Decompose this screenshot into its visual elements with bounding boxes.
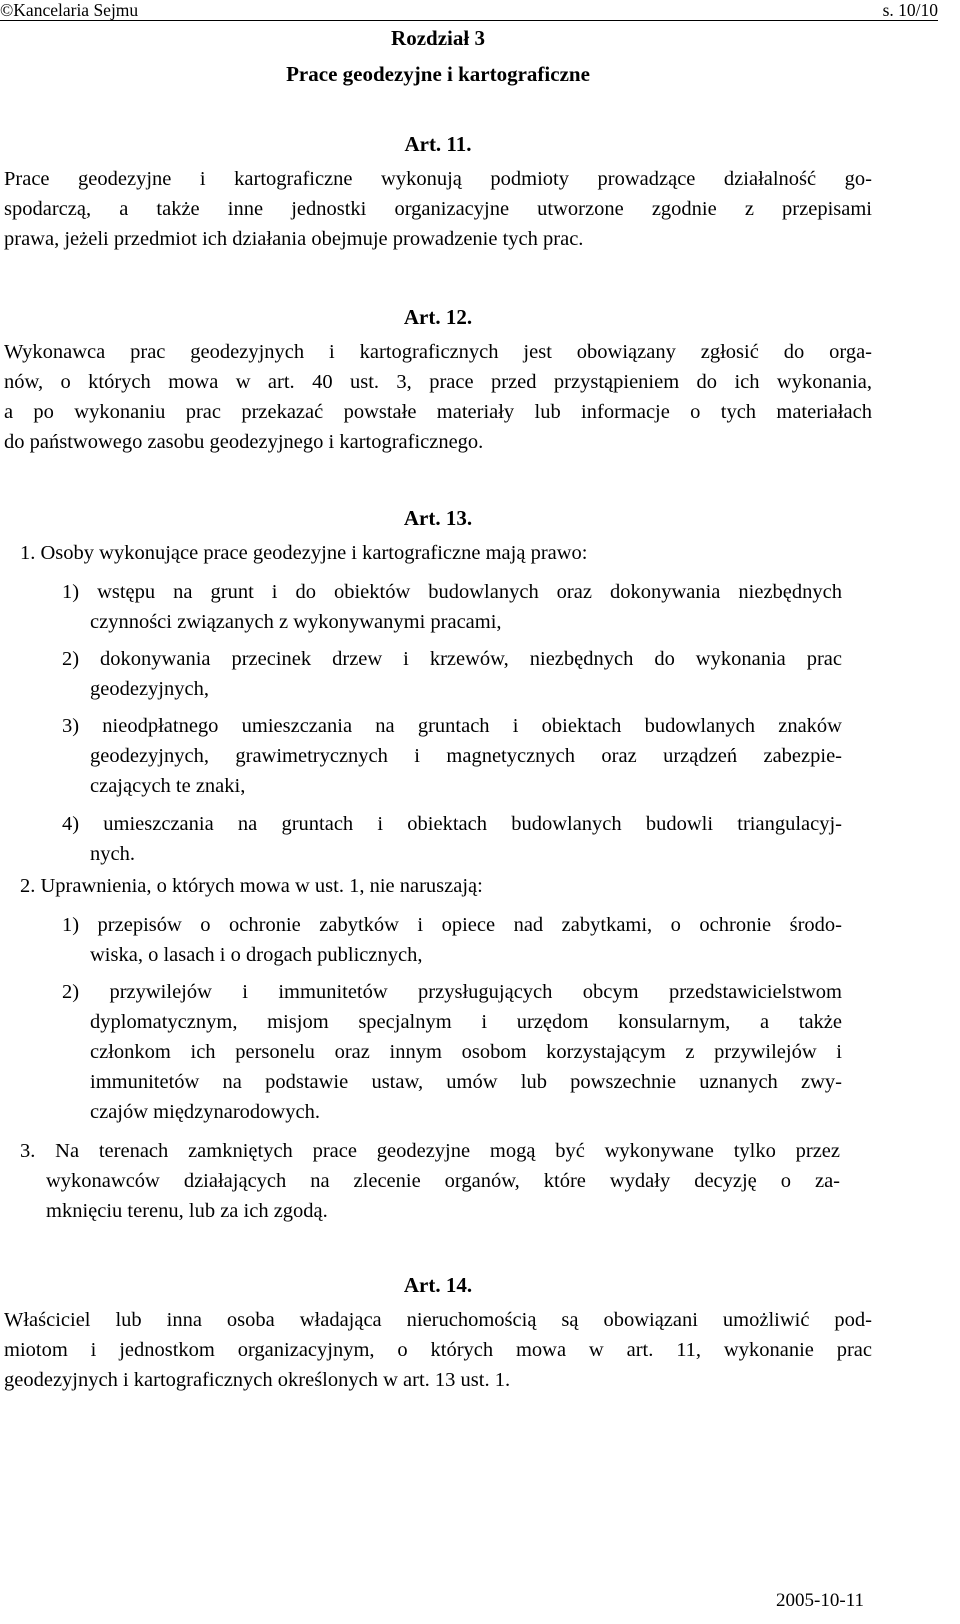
item-line: dyplomatycznym, misjom specjalnym i urzędom konsularnym, a także <box>90 1011 842 1033</box>
item-line: czynności związanych z wykonywanymi pracami, <box>90 611 502 633</box>
item-line: geodezyjnych, grawimetrycznych i magnetycznych oraz urządzeń zabezpie- <box>90 745 842 767</box>
item-line: 3) nieodpłatnego umieszczania na gruntach i obiektach budowlanych znaków <box>62 715 842 737</box>
art13-heading: Art. 13. <box>403 506 473 530</box>
item-line: czających te znaki, <box>90 775 246 797</box>
header-page-number: s. 10/10 <box>882 0 938 20</box>
art11-line: Prace geodezyjne i kartograficzne wykonują podmioty prowadzące działalność go- <box>4 168 872 190</box>
art11-text <box>4 164 872 254</box>
item-line: nych. <box>90 843 135 865</box>
art12-line: do państwowego zasobu geodezyjnego i kartograficznego. <box>4 431 484 453</box>
art12-heading: Art. 12. <box>403 305 473 329</box>
item-line: czajów międzynarodowych. <box>90 1101 320 1123</box>
item-line: wiska, o lasach i o drogach publicznych, <box>90 944 423 966</box>
art14-line: miotom i jednostkom organizacyjnym, o których mowa w art. 11, wykonanie prac <box>4 1339 872 1361</box>
item-line: immunitetów na podstawie ustaw, umów lub powszechnie uznanych zwy- <box>90 1071 842 1093</box>
art11-line: prawa, jeżeli przedmiot ich działania obejmuje prowadzenie tych prac. <box>4 228 584 250</box>
header-copyright: ©Kancelaria Sejmu <box>0 0 139 20</box>
art13-item <box>62 809 842 869</box>
art13-para3 <box>20 1136 840 1226</box>
art13-item <box>62 644 842 704</box>
art14-text <box>4 1305 872 1395</box>
para3-line: wykonawców działających na zlecenie organów, które wydały decyzję o za- <box>46 1170 840 1192</box>
art13-para1: 1. Osoby wykonujące prace geodezyjne i kartograficzne mają prawo: <box>20 542 588 564</box>
art13-item <box>62 910 842 970</box>
art14-heading: Art. 14. <box>403 1273 473 1297</box>
art12-line: Wykonawca prac geodezyjnych i kartograficznych jest obowiązany zgłosić do orga- <box>4 341 872 363</box>
chapter-heading <box>4 20 872 92</box>
art12-line: nów, o których mowa w art. 40 ust. 3, prace przed przystąpieniem do ich wykonania, <box>4 371 872 393</box>
art13-item <box>62 977 842 1127</box>
item-line: 2) dokonywania przecinek drzew i krzewów, niezbędnych do wykonania prac <box>62 648 842 670</box>
footer-date: 2005-10-11 <box>776 1590 864 1611</box>
art14-line: geodezyjnych i kartograficznych określonych w art. 13 ust. 1. <box>4 1369 511 1391</box>
art13-item <box>62 577 842 637</box>
item-line: 1) wstępu na grunt i do obiektów budowlanych oraz dokonywania niezbędnych <box>62 581 842 603</box>
art12-text <box>4 337 872 457</box>
art12-line: a po wykonaniu prac przekazać powstałe materiały lub informacje o tych materiałach <box>4 401 872 423</box>
art13-para2: 2. Uprawnienia, o których mowa w ust. 1, nie naruszają: <box>20 875 483 897</box>
item-line: 2) przywilejów i immunitetów przysługujących obcym przedstawicielstwom <box>62 981 842 1003</box>
page-header <box>0 0 938 22</box>
art14-line: Właściciel lub inna osoba władająca nieruchomością są obowiązani umożliwić pod- <box>4 1309 872 1331</box>
item-line: geodezyjnych, <box>90 678 209 700</box>
art11-line: spodarczą, a także inne jednostki organizacyjne utworzone zgodnie z przepisami <box>4 198 872 220</box>
chapter-subtitle: Prace geodezyjne i kartograficzne <box>286 62 590 86</box>
para3-line: mknięciu terenu, lub za ich zgodą. <box>46 1200 328 1222</box>
item-line: 4) umieszczania na gruntach i obiektach budowlanych budowli triangulacyj- <box>62 813 842 835</box>
item-line: członkom ich personelu oraz innym osobom korzystającym z przywilejów i <box>90 1041 842 1063</box>
para3-line: 3. Na terenach zamkniętych prace geodezyjne mogą być wykonywane tylko przez <box>20 1140 840 1162</box>
art11-heading: Art. 11. <box>404 132 472 156</box>
art13-item <box>62 711 842 801</box>
item-line: 1) przepisów o ochronie zabytków i opiece nad zabytkami, o ochronie środo- <box>62 914 842 936</box>
chapter-title: Rozdział 3 <box>391 26 485 50</box>
